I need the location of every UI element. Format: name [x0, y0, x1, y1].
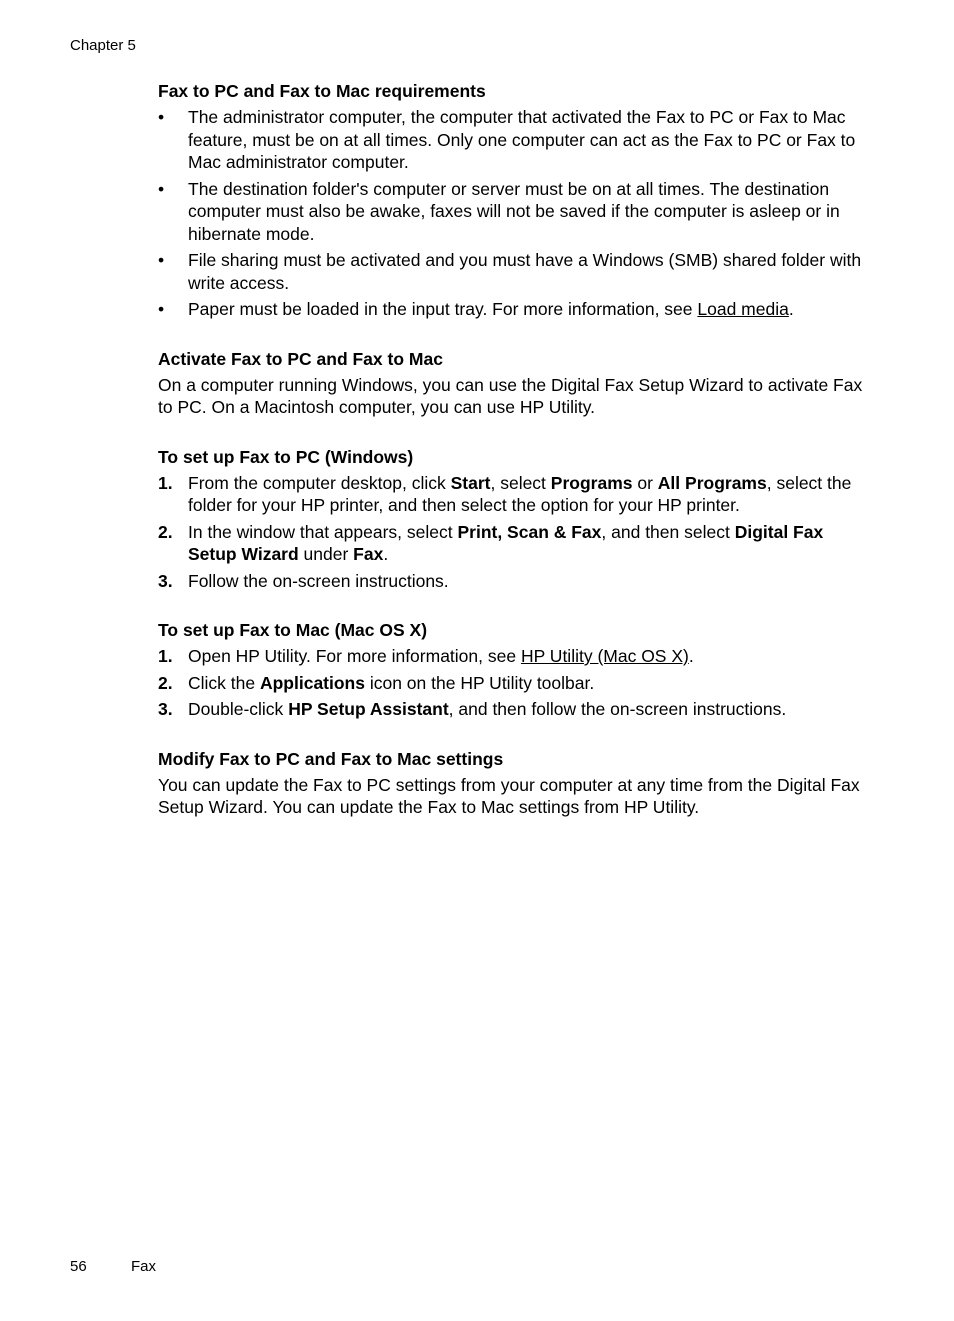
step-text: , and then follow the on-screen instructions. — [448, 699, 787, 719]
modify-heading: Modify Fax to PC and Fax to Mac settings — [158, 748, 504, 769]
list-item — [158, 298, 870, 321]
list-item-text: File sharing must be activated and you must have a Windows (SMB) shared folder with write access. — [188, 250, 862, 293]
step-text: Click the — [188, 672, 260, 693]
step-text: , select the folder for your HP printer, and then select the option for your HP printer. — [188, 472, 852, 515]
step-text: icon on the HP Utility toolbar. — [364, 672, 595, 693]
step-number: 2. — [158, 521, 173, 542]
step-item — [158, 672, 870, 695]
print-scan-fax-label: Print, Scan & Fax — [457, 521, 602, 542]
step-text: , select — [490, 472, 551, 493]
fax-label: Fax — [353, 544, 384, 564]
step-number: 3. — [158, 570, 173, 591]
step-item — [158, 645, 870, 668]
activate-section — [158, 348, 870, 419]
hp-utility-link[interactable]: HP Utility (Mac OS X) — [520, 646, 689, 666]
load-media-link[interactable]: Load media — [697, 299, 789, 319]
windows-setup-heading: To set up Fax to PC (Windows) — [158, 446, 414, 467]
applications-label: Applications — [259, 672, 365, 693]
chapter-header: Chapter 5 — [70, 37, 136, 54]
windows-steps-list — [158, 472, 870, 593]
step-item — [158, 698, 870, 721]
list-item-text: Paper must be loaded in the input tray. For more information, see — [188, 299, 698, 319]
mac-setup-heading: To set up Fax to Mac (Mac OS X) — [158, 620, 428, 640]
modify-section — [158, 748, 870, 819]
step-number: 1. — [158, 646, 173, 666]
modify-paragraph: You can update the Fax to PC settings from your computer at any time from the Digital Fax Setup Wizard. You can update the Fax to Mac settings from HP Utility. — [158, 774, 860, 817]
page-content — [158, 80, 870, 819]
list-item-text-end: . — [788, 299, 794, 319]
bullet-icon: • — [158, 250, 165, 270]
programs-label: Programs — [550, 472, 633, 493]
start-label: Start — [450, 472, 491, 493]
hp-setup-assistant-label: HP Setup Assistant — [288, 699, 449, 719]
bullet-icon: • — [158, 178, 165, 199]
list-item — [158, 106, 870, 174]
step-item — [158, 472, 870, 517]
requirements-section — [158, 80, 870, 321]
activate-heading: Activate Fax to PC and Fax to Mac — [158, 348, 443, 369]
step-number: 1. — [158, 472, 173, 493]
footer-section-label: Fax — [131, 1258, 157, 1275]
requirements-heading: Fax to PC and Fax to Mac requirements — [158, 81, 486, 101]
list-item — [158, 178, 870, 246]
step-number: 2. — [158, 672, 173, 693]
step-text: . — [383, 544, 389, 564]
step-text: Follow the on-screen instructions. — [188, 570, 449, 591]
step-number: 3. — [158, 699, 173, 719]
requirements-list — [158, 106, 870, 321]
list-item-text: The destination folder's computer or server must be on at all times. The destination computer must also be awake, faxes will not be saved if the computer is asleep or in hibernate mode. — [188, 178, 840, 244]
windows-setup-section — [158, 446, 870, 593]
step-text: In the window that appears, select — [188, 521, 458, 542]
step-text: From the computer desktop, click — [188, 472, 451, 493]
bullet-icon: • — [158, 299, 165, 319]
step-text: , and then select — [601, 521, 735, 542]
list-item — [158, 249, 870, 294]
step-text: Open HP Utility. For more information, see — [188, 646, 521, 666]
step-text: Double-click — [188, 699, 289, 719]
all-programs-label: All Programs — [657, 472, 767, 493]
mac-setup-section — [158, 619, 870, 721]
bullet-icon: • — [158, 107, 165, 127]
list-item-text: The administrator computer, the computer that activated the Fax to PC or Fax to Mac feature, must be on at all times. Only one computer can act as the Fax to PC or Fax to Mac administrator computer. — [188, 107, 856, 172]
step-text: . — [688, 646, 694, 666]
page-number: 56 — [70, 1258, 87, 1275]
step-item — [158, 570, 870, 593]
activate-paragraph: On a computer running Windows, you can use the Digital Fax Setup Wizard to activate Fax to PC. On a Macintosh computer, you can use HP Utility. — [158, 374, 863, 417]
step-text: or — [632, 472, 658, 493]
digital-fax-setup-wizard-label: Digital Fax Setup Wizard — [188, 521, 824, 564]
page-footer — [70, 1258, 157, 1276]
mac-steps-list — [158, 645, 870, 721]
step-text: under — [298, 544, 354, 564]
step-item — [158, 521, 870, 566]
